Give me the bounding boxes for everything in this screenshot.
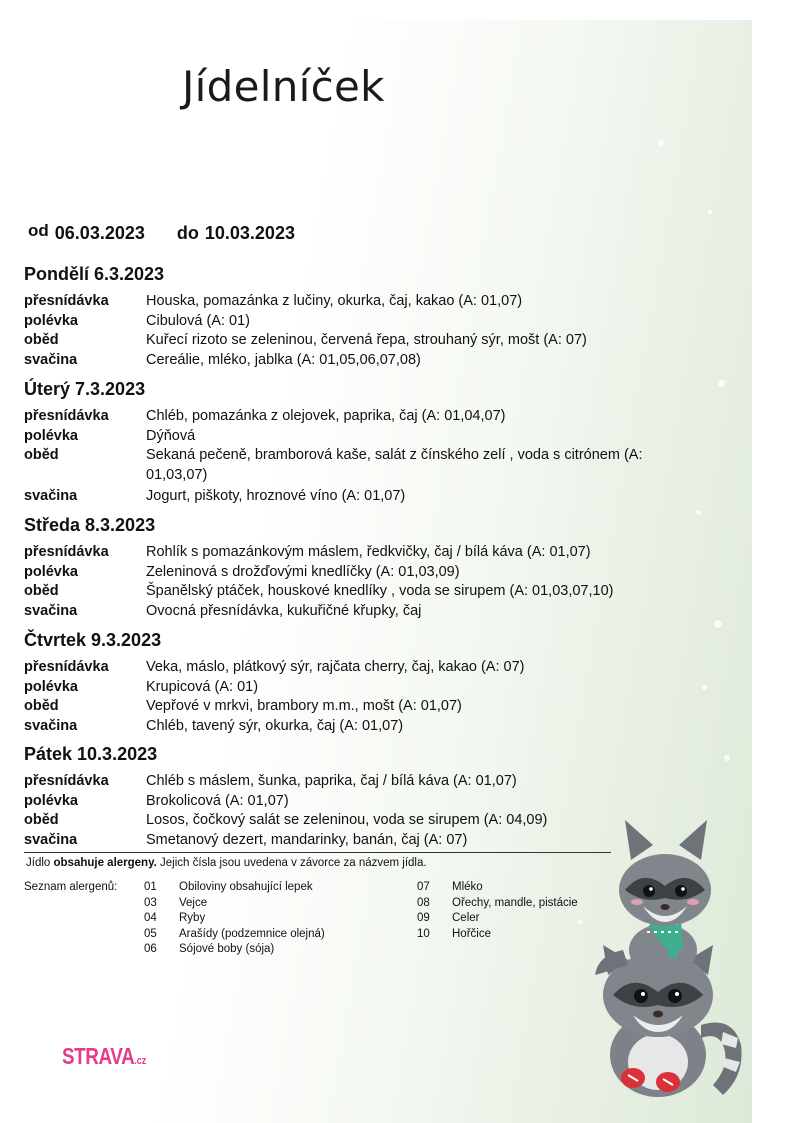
meal-food: Houska, pomazánka z lučiny, okurka, čaj, kakao (A: 01,07) xyxy=(146,293,523,309)
allergen-column xyxy=(417,880,578,942)
allergen-name: Vejce xyxy=(179,896,208,909)
note-suffix: Jejich čísla jsou uvedena v závorce za názvem jídla. xyxy=(156,857,427,869)
snow-dot xyxy=(718,380,725,387)
allergen-item xyxy=(144,927,325,943)
allergen-item xyxy=(144,880,325,896)
meal-label: svačina xyxy=(24,488,78,504)
allergen-note xyxy=(26,857,427,869)
meal-label: oběd xyxy=(24,698,59,714)
meal-label: svačina xyxy=(24,602,78,619)
meal-row xyxy=(24,407,714,427)
day-title: Čtvrtek 9.3.2023 xyxy=(24,630,162,650)
allergen-name: Arašídy (podzemnice olejná) xyxy=(179,927,325,940)
meal-row xyxy=(24,658,714,678)
logo-suffix: .cz xyxy=(134,1055,147,1067)
to-date: 10.03.2023 xyxy=(204,223,295,243)
day-title: Pátek 10.3.2023 xyxy=(24,744,158,764)
meal-label: přesnídávka xyxy=(24,544,109,560)
note-prefix: Jídlo xyxy=(26,857,54,869)
meal-row xyxy=(24,351,714,371)
meal-food: Smetanový dezert, mandarinky, banán, čaj (A: 07) xyxy=(146,831,468,848)
meal-row xyxy=(24,582,714,602)
meal-food: Veka, máslo, plátkový sýr, rajčata cherry, čaj, kakao (A: 07) xyxy=(146,659,525,675)
meal-label: přesnídávka xyxy=(24,659,109,675)
meal-label: oběd xyxy=(24,583,59,599)
meal-row xyxy=(24,602,714,622)
from-date: 06.03.2023 xyxy=(54,223,145,243)
tail-icon xyxy=(701,1023,742,1096)
meal-row xyxy=(24,487,714,507)
meal-label: polévka xyxy=(24,312,78,329)
meal-label: svačina xyxy=(24,717,78,734)
meal-label: přesnídávka xyxy=(24,408,109,424)
meal-food: Cibulová (A: 01) xyxy=(146,312,250,329)
meal-label: oběd xyxy=(24,447,59,463)
raccoons-illustration xyxy=(573,800,748,1100)
to-label: do xyxy=(176,223,199,243)
day-thursday xyxy=(24,629,714,736)
allergen-name: Sójové boby (sója) xyxy=(179,943,275,955)
meal-food: Chléb, tavený sýr, okurka, čaj (A: 01,07) xyxy=(146,717,404,734)
meal-food: Chléb s máslem, šunka, paprika, čaj / bílá káva (A: 01,07) xyxy=(146,773,517,789)
allergen-item xyxy=(417,896,578,912)
meal-food: Krupicová (A: 01) xyxy=(146,678,259,695)
allergen-number: 08 xyxy=(417,896,430,909)
menu-page xyxy=(18,20,752,1123)
day-wednesday xyxy=(24,514,714,621)
from-label: od xyxy=(28,221,49,240)
meal-food: Ovocná přesnídávka, kukuřičné křupky, čaj xyxy=(146,602,422,619)
allergen-name: Celer xyxy=(452,912,480,924)
meal-label: přesnídávka xyxy=(24,293,109,309)
allergen-number: 07 xyxy=(417,881,430,893)
meal-label: přesnídávka xyxy=(24,773,109,789)
meal-label: oběd xyxy=(24,332,59,348)
meal-food: Brokolicová (A: 01,07) xyxy=(146,792,289,809)
day-title: Středa 8.3.2023 xyxy=(24,515,156,535)
meal-food: Rohlík s pomazánkovým máslem, ředkvičky, čaj / bílá káva (A: 01,07) xyxy=(146,544,591,560)
meal-row xyxy=(24,446,714,485)
allergen-name: Ořechy, mandle, pistácie xyxy=(452,896,578,909)
allergen-name: Mléko xyxy=(452,881,483,893)
date-range xyxy=(28,223,295,244)
meal-food: Jogurt, piškoty, hroznové víno (A: 01,07) xyxy=(146,488,406,504)
meal-label: svačina xyxy=(24,831,78,848)
meal-row xyxy=(24,543,714,563)
allergen-number: 01 xyxy=(144,881,157,893)
meal-food: Sekaná pečeně, bramborová kaše, salát z čínského zelí , voda s citrónem (A: 01,03,07) xyxy=(146,447,643,483)
allergen-item xyxy=(417,927,578,943)
meal-food: Vepřové v mrkvi, brambory m.m., mošt (A: 01,07) xyxy=(146,698,462,714)
allergen-number: 05 xyxy=(144,927,157,940)
allergen-item xyxy=(417,880,578,896)
snow-dot xyxy=(724,755,730,761)
meal-row xyxy=(24,772,714,792)
meal-label: polévka xyxy=(24,563,78,580)
meal-food: Dýňová xyxy=(146,427,196,444)
day-title: Pondělí 6.3.2023 xyxy=(24,264,165,284)
day-title: Úterý 7.3.2023 xyxy=(24,379,146,399)
meal-row xyxy=(24,292,714,312)
allergen-list-title: Seznam alergenů: xyxy=(24,881,118,893)
day-monday xyxy=(24,263,714,370)
meal-label: polévka xyxy=(24,427,78,444)
allergen-name: Hořčice xyxy=(452,927,491,940)
meal-label: polévka xyxy=(24,678,78,695)
allergen-column xyxy=(144,880,325,958)
allergen-item xyxy=(144,896,325,912)
allergen-number: 09 xyxy=(417,912,430,924)
meal-label: svačina xyxy=(24,351,78,368)
meal-row xyxy=(24,678,714,698)
allergen-number: 03 xyxy=(144,896,157,909)
meal-food: Zeleninová s drožďovými knedlíčky (A: 01,03,09) xyxy=(146,563,460,580)
allergen-name: Obiloviny obsahující lepek xyxy=(179,881,313,893)
divider xyxy=(24,852,611,853)
day-tuesday xyxy=(24,378,714,507)
allergen-number: 10 xyxy=(417,927,430,940)
snow-dot xyxy=(658,140,664,146)
allergen-item xyxy=(144,942,325,958)
meal-label: polévka xyxy=(24,792,78,809)
meal-row xyxy=(24,312,714,332)
allergen-item xyxy=(144,911,325,927)
meal-row xyxy=(24,563,714,583)
meal-food: Kuřecí rizoto se zeleninou, červená řepa, strouhaný sýr, mošt (A: 07) xyxy=(146,332,587,348)
snow-dot xyxy=(714,620,722,628)
meal-row xyxy=(24,427,714,447)
allergen-name: Ryby xyxy=(179,912,206,924)
meal-row xyxy=(24,697,714,717)
meal-row xyxy=(24,331,714,351)
meal-food: Chléb, pomazánka z olejovek, paprika, čaj (A: 01,04,07) xyxy=(146,408,506,424)
meal-food: Španělský ptáček, houskové knedlíky , voda se sirupem (A: 01,03,07,10) xyxy=(146,583,614,599)
meal-label: oběd xyxy=(24,812,59,828)
logo-main: STRAVA xyxy=(62,1043,135,1069)
meal-food: Cereálie, mléko, jablka (A: 01,05,06,07,08) xyxy=(146,351,421,368)
allergen-number: 06 xyxy=(144,943,157,955)
allergen-number: 04 xyxy=(144,912,157,924)
strava-logo[interactable] xyxy=(62,1043,146,1070)
meal-food: Losos, čočkový salát se zeleninou, voda se sirupem (A: 04,09) xyxy=(146,812,548,828)
snow-dot xyxy=(708,210,712,214)
page-title: Jídelníček xyxy=(182,62,385,111)
note-bold: obsahuje alergeny. xyxy=(53,857,157,869)
allergen-item xyxy=(417,911,578,927)
meal-row xyxy=(24,717,714,737)
